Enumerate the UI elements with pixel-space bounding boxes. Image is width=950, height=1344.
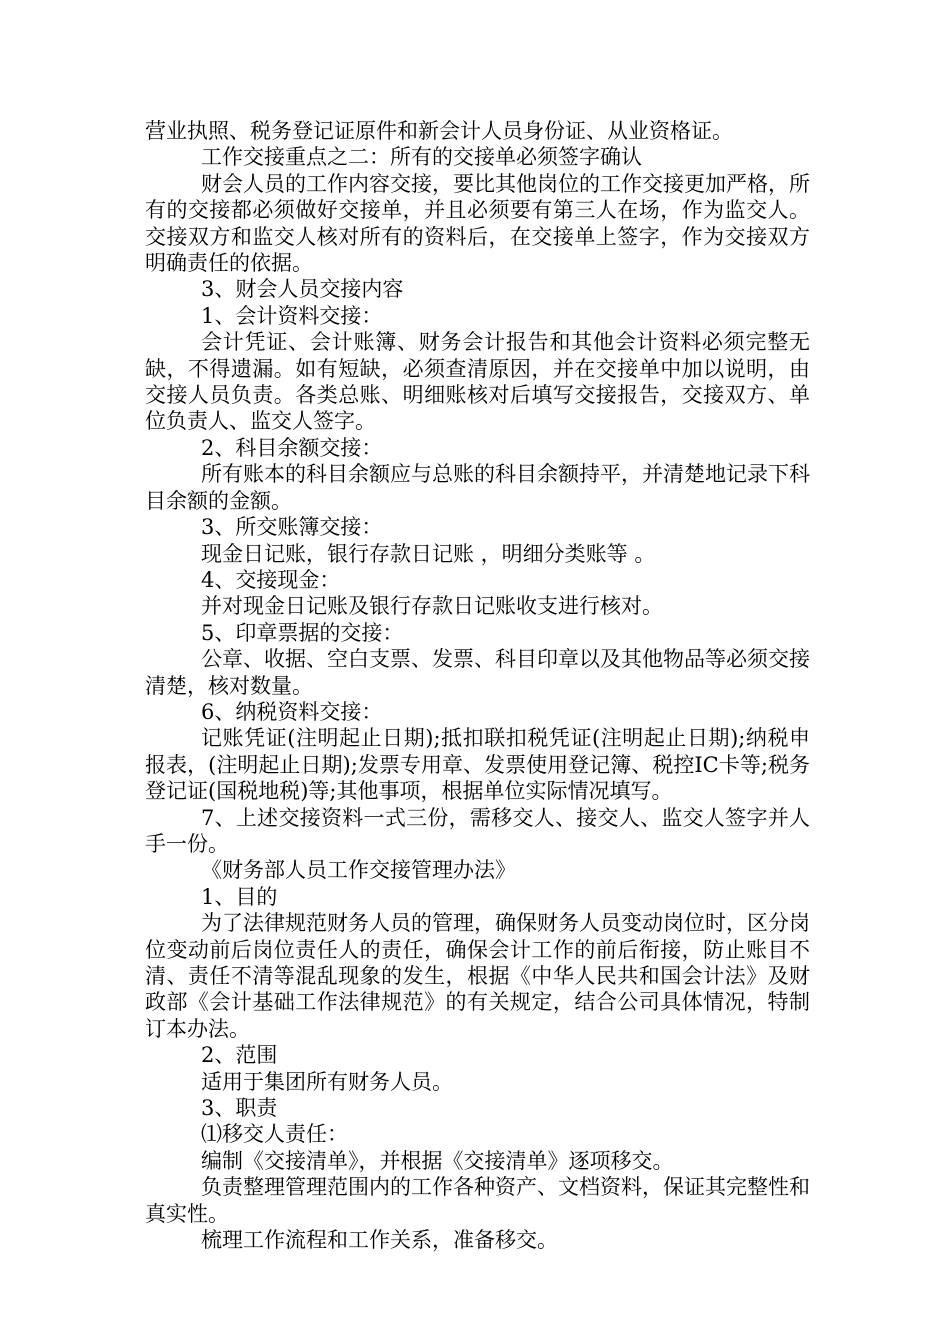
paragraph: 现金日记账，银行存款日记账 ，明细分类账等 。 xyxy=(201,541,656,566)
paragraph: 编制《交接清单》，并根据《交接清单》逐项移交。 xyxy=(201,1148,674,1173)
section-heading: 1、目的 xyxy=(201,884,278,909)
sub-heading: ⑴移交人责任： xyxy=(201,1122,348,1147)
section-heading: 3、职责 xyxy=(201,1096,278,1121)
paragraph: 会计凭证、会计账簿、财务会计报告和其他会计资料必须完整无缺，不得遗漏。如有短缺，必须查清原因，并在交接单中加以说明，由交接人员负责。各类总账、明细账核对后填写交接报告，交接双方、单位负责人、监交人签字。 xyxy=(145,330,810,434)
document-title: 《财务部人员工作交接管理办法》 xyxy=(201,858,516,883)
document-page xyxy=(145,118,810,1253)
paragraph: 梳理工作流程和工作关系，准备移交。 xyxy=(201,1228,558,1253)
sub-heading: 3、所交账簿交接： xyxy=(201,515,383,540)
section-heading: 工作交接重点之二：所有的交接单必须签字确认 xyxy=(201,145,642,170)
paragraph: 负责整理管理范围内的工作各种资产、文档资料，保证其完整性和真实性。 xyxy=(145,1175,810,1226)
sub-heading: 6、纳税资料交接： xyxy=(201,699,383,724)
paragraph: 所有账本的科目余额应与总账的科目余额持平，并清楚地记录下科目余额的金额。 xyxy=(145,462,810,513)
paragraph: 营业执照、税务登记证原件和新会计人员身份证、从业资格证。 xyxy=(145,119,733,143)
paragraph: 财会人员的工作内容交接，要比其他岗位的工作交接更加严格，所有的交接都必须做好交接单，并且必须要有第三人在场，作为监交人。交接双方和监交人核对所有的资料后，在交接单上签字，作为交接双方明确责任的依据。 xyxy=(145,171,810,276)
paragraph: 适用于集团所有财务人员。 xyxy=(201,1069,453,1094)
paragraph: 并对现金日记账及银行存款日记账收支进行核对。 xyxy=(201,594,663,619)
paragraph: 为了法律规范财务人员的管理，确保财务人员变动岗位时，区分岗位变动前后岗位责任人的责任，确保会计工作的前后衔接，防止账目不清、责任不清等混乱现象的发生，根据《中华人民共和国会计法》及财政部《会计基础工作法律规范》的有关规定，结合公司具体情况，特制订本办法。 xyxy=(145,911,810,1041)
section-heading: 2、范围 xyxy=(201,1043,278,1068)
paragraph: 记账凭证(注明起止日期);抵扣联扣税凭证(注明起止日期);纳税申报表，(注明起止日期);发票专用章、发票使用登记簿、税控IC卡等;税务登记证(国税地税)等;其他事项，根据单位实际情况填写。 xyxy=(145,726,810,804)
sub-heading: 1、会计资料交接： xyxy=(201,303,383,328)
sub-heading: 5、印章票据的交接： xyxy=(201,620,404,645)
sub-heading: 4、交接现金： xyxy=(201,567,341,592)
paragraph: 7、上述交接资料一式三份，需移交人、接交人、监交人签字并人手一份。 xyxy=(145,805,810,856)
section-heading: 3、财会人员交接内容 xyxy=(201,277,404,302)
paragraph: 公章、收据、空白支票、发票、科目印章以及其他物品等必须交接清楚，核对数量。 xyxy=(145,647,810,698)
sub-heading: 2、科目余额交接： xyxy=(201,435,383,460)
